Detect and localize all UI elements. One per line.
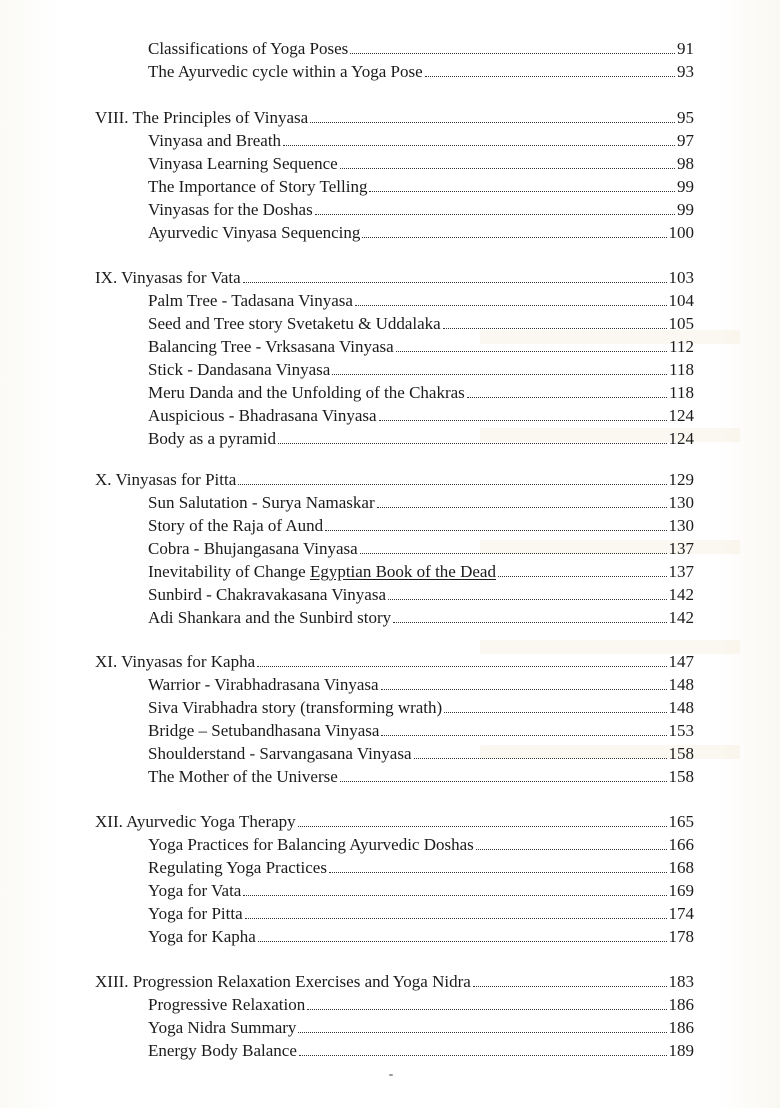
page-mark: [389, 1074, 393, 1076]
toc-chapter-entry: [95, 106, 694, 130]
entry-title: Yoga Nidra Summary: [148, 1018, 297, 1037]
toc-section-entry: [148, 833, 694, 857]
page-number: 130: [668, 493, 694, 512]
toc-section-entry: [148, 198, 694, 222]
toc-section-entry: [148, 335, 694, 359]
dot-leader: [393, 622, 666, 623]
dot-leader: [238, 484, 666, 485]
entry-title: X. Vinyasas for Pitta: [95, 470, 237, 489]
page-number: 186: [668, 995, 694, 1014]
dot-leader: [325, 530, 666, 531]
entry-title: Balancing Tree - Vrksasana Vinyasa: [148, 337, 394, 356]
toc-section-entry: [148, 993, 694, 1017]
page-number: 93: [677, 62, 694, 81]
toc-section-entry: [148, 606, 694, 630]
page-number: 158: [668, 767, 694, 786]
page-number: 98: [677, 154, 694, 173]
page-number: 91: [677, 39, 694, 58]
entry-title: IX. Vinyasas for Vata: [95, 268, 241, 287]
page-number: 183: [668, 972, 694, 991]
entry-title: XI. Vinyasas for Kapha: [95, 652, 256, 671]
dot-leader: [257, 666, 666, 667]
toc-chapter-entry: [95, 970, 694, 994]
entry-title: Yoga for Vata: [148, 881, 242, 900]
entry-title: XIII. Progression Relaxation Exercises and Yoga Nidra: [95, 972, 471, 991]
page-number: 166: [668, 835, 694, 854]
toc-section-entry: [148, 583, 694, 607]
toc-section-entry: [148, 60, 694, 84]
dot-leader: [340, 781, 667, 782]
entry-title: The Ayurvedic cycle within a Yoga Pose: [148, 62, 423, 81]
dot-leader: [307, 1009, 666, 1010]
dot-leader: [315, 214, 675, 215]
entry-title: Warrior - Virabhadrasana Vinyasa: [148, 675, 379, 694]
entry-underlined-title: Egyptian Book of the Dead: [309, 562, 496, 581]
dot-leader: [360, 553, 667, 554]
dot-leader: [355, 305, 667, 306]
dot-leader: [298, 826, 667, 827]
dot-leader: [414, 758, 667, 759]
dot-leader: [476, 849, 667, 850]
page-number: 99: [677, 177, 694, 196]
page-number: 112: [669, 337, 694, 356]
dot-leader: [299, 1055, 667, 1056]
page-number: 124: [668, 429, 694, 448]
dot-leader: [443, 328, 667, 329]
toc-section-entry: [148, 381, 694, 405]
entry-title: Cobra - Bhujangasana Vinyasa: [148, 539, 358, 558]
dot-leader: [278, 443, 667, 444]
toc-section-entry: [148, 289, 694, 313]
toc-chapter-entry: [95, 810, 694, 834]
dot-leader: [258, 941, 667, 942]
entry-title: Inevitability of Change: [148, 562, 306, 581]
entry-title: Yoga for Pitta: [148, 904, 243, 923]
dot-leader: [310, 122, 675, 123]
toc-section-entry: [148, 673, 694, 697]
dot-leader: [243, 895, 666, 896]
entry-title: Sunbird - Chakravakasana Vinyasa: [148, 585, 387, 604]
entry-title: Vinyasa and Breath: [148, 131, 282, 150]
entry-title: Seed and Tree story Svetaketu & Uddalaka: [148, 314, 441, 333]
toc-section-entry: [148, 719, 694, 743]
dot-leader: [283, 145, 675, 146]
dot-leader: [369, 191, 675, 192]
dot-leader: [379, 420, 667, 421]
page-number: 118: [669, 360, 694, 379]
page-number: 165: [668, 812, 694, 831]
toc-section-entry: [148, 537, 694, 561]
dot-leader: [444, 712, 666, 713]
entry-title: Meru Danda and the Unfolding of the Chakras: [148, 383, 465, 402]
page-number: 158: [668, 744, 694, 763]
entry-title: VIII. The Principles of Vinyasa: [95, 108, 309, 127]
toc-section-entry: [148, 175, 694, 199]
page-number: 153: [668, 721, 694, 740]
page-number: 99: [677, 200, 694, 219]
page-number: 189: [668, 1041, 694, 1060]
toc-section-entry: [148, 514, 694, 538]
toc-section-entry: [148, 879, 694, 903]
entry-title: Progressive Relaxation: [148, 995, 306, 1014]
dot-leader: [350, 53, 675, 54]
toc-section-entry: [148, 560, 694, 584]
toc-section-entry: [148, 491, 694, 515]
page-number: 130: [668, 516, 694, 535]
dot-leader: [381, 735, 666, 736]
entry-title: Adi Shankara and the Sunbird story: [148, 608, 392, 627]
entry-title: Sun Salutation - Surya Namaskar: [148, 493, 375, 512]
entry-title: Palm Tree - Tadasana Vinyasa: [148, 291, 353, 310]
page-number: 97: [677, 131, 694, 150]
dot-leader: [243, 282, 667, 283]
page-number: 169: [668, 881, 694, 900]
page-number: 186: [668, 1018, 694, 1037]
page-number: 105: [668, 314, 694, 333]
dot-leader: [425, 76, 675, 77]
page-number: 142: [668, 585, 694, 604]
toc-section-entry: [148, 358, 694, 382]
entry-title: Regulating Yoga Practices: [148, 858, 327, 877]
page-number: 103: [668, 268, 694, 287]
page-number: 148: [668, 675, 694, 694]
entry-title: Bridge – Setubandhasana Vinyasa: [148, 721, 380, 740]
entry-title: Vinyasa Learning Sequence: [148, 154, 338, 173]
entry-title: Classifications of Yoga Poses: [148, 39, 349, 58]
toc-section-entry: [148, 925, 694, 949]
entry-title: Yoga for Kapha: [148, 927, 256, 946]
entry-title: The Importance of Story Telling: [148, 177, 368, 196]
dot-leader: [362, 237, 666, 238]
toc-section-entry: [148, 221, 694, 245]
entry-title: Vinyasas for the Doshas: [148, 200, 313, 219]
dot-leader: [473, 986, 667, 987]
dot-leader: [298, 1032, 666, 1033]
entry-title: XII. Ayurvedic Yoga Therapy: [95, 812, 296, 831]
dot-leader: [377, 507, 667, 508]
entry-title: Yoga Practices for Balancing Ayurvedic Doshas: [148, 835, 474, 854]
toc-section-entry: [148, 765, 694, 789]
entry-title: Auspicious - Bhadrasana Vinyasa: [148, 406, 377, 425]
toc-section-entry: [148, 856, 694, 880]
dot-leader: [388, 599, 666, 600]
toc-section-entry: [148, 152, 694, 176]
toc-section-entry: [148, 37, 694, 61]
entry-title: Ayurvedic Vinyasa Sequencing: [148, 223, 361, 242]
entry-title: The Mother of the Universe: [148, 767, 338, 786]
entry-title: Body as a pyramid: [148, 429, 276, 448]
dot-leader: [329, 872, 667, 873]
page-number: 129: [668, 470, 694, 489]
page-number: 124: [668, 406, 694, 425]
toc-section-entry: [148, 742, 694, 766]
dot-leader: [396, 351, 667, 352]
page-number: 148: [668, 698, 694, 717]
toc-chapter-entry: [95, 266, 694, 290]
toc-section-entry: [148, 129, 694, 153]
dot-leader: [467, 397, 667, 398]
entry-title: Shoulderstand - Sarvangasana Vinyasa: [148, 744, 412, 763]
page-number: 147: [668, 652, 694, 671]
page-number: 137: [668, 539, 694, 558]
entry-title: Story of the Raja of Aund: [148, 516, 324, 535]
page-number: 118: [669, 383, 694, 402]
toc-section-entry: [148, 404, 694, 428]
page-number: 142: [668, 608, 694, 627]
toc-section-entry: [148, 1016, 694, 1040]
toc-section-entry: [148, 1039, 694, 1063]
toc-chapter-entry: [95, 468, 694, 492]
page-number: 104: [668, 291, 694, 310]
page-number: 178: [668, 927, 694, 946]
toc-section-entry: [148, 696, 694, 720]
page-number: 174: [668, 904, 694, 923]
entry-title: Energy Body Balance: [148, 1041, 297, 1060]
entry-title: Siva Virabhadra story (transforming wrath): [148, 698, 443, 717]
toc-section-entry: [148, 902, 694, 926]
toc-section-entry: [148, 427, 694, 451]
dot-leader: [381, 689, 667, 690]
page-number: 168: [668, 858, 694, 877]
dot-leader: [332, 374, 667, 375]
toc-chapter-entry: [95, 650, 694, 674]
dot-leader: [340, 168, 675, 169]
page-number: 100: [668, 223, 694, 242]
entry-title: Stick - Dandasana Vinyasa: [148, 360, 331, 379]
dot-leader: [245, 918, 667, 919]
page-number: 95: [677, 108, 694, 127]
dot-leader: [498, 576, 667, 577]
page-number: 137: [668, 562, 694, 581]
toc-section-entry: [148, 312, 694, 336]
